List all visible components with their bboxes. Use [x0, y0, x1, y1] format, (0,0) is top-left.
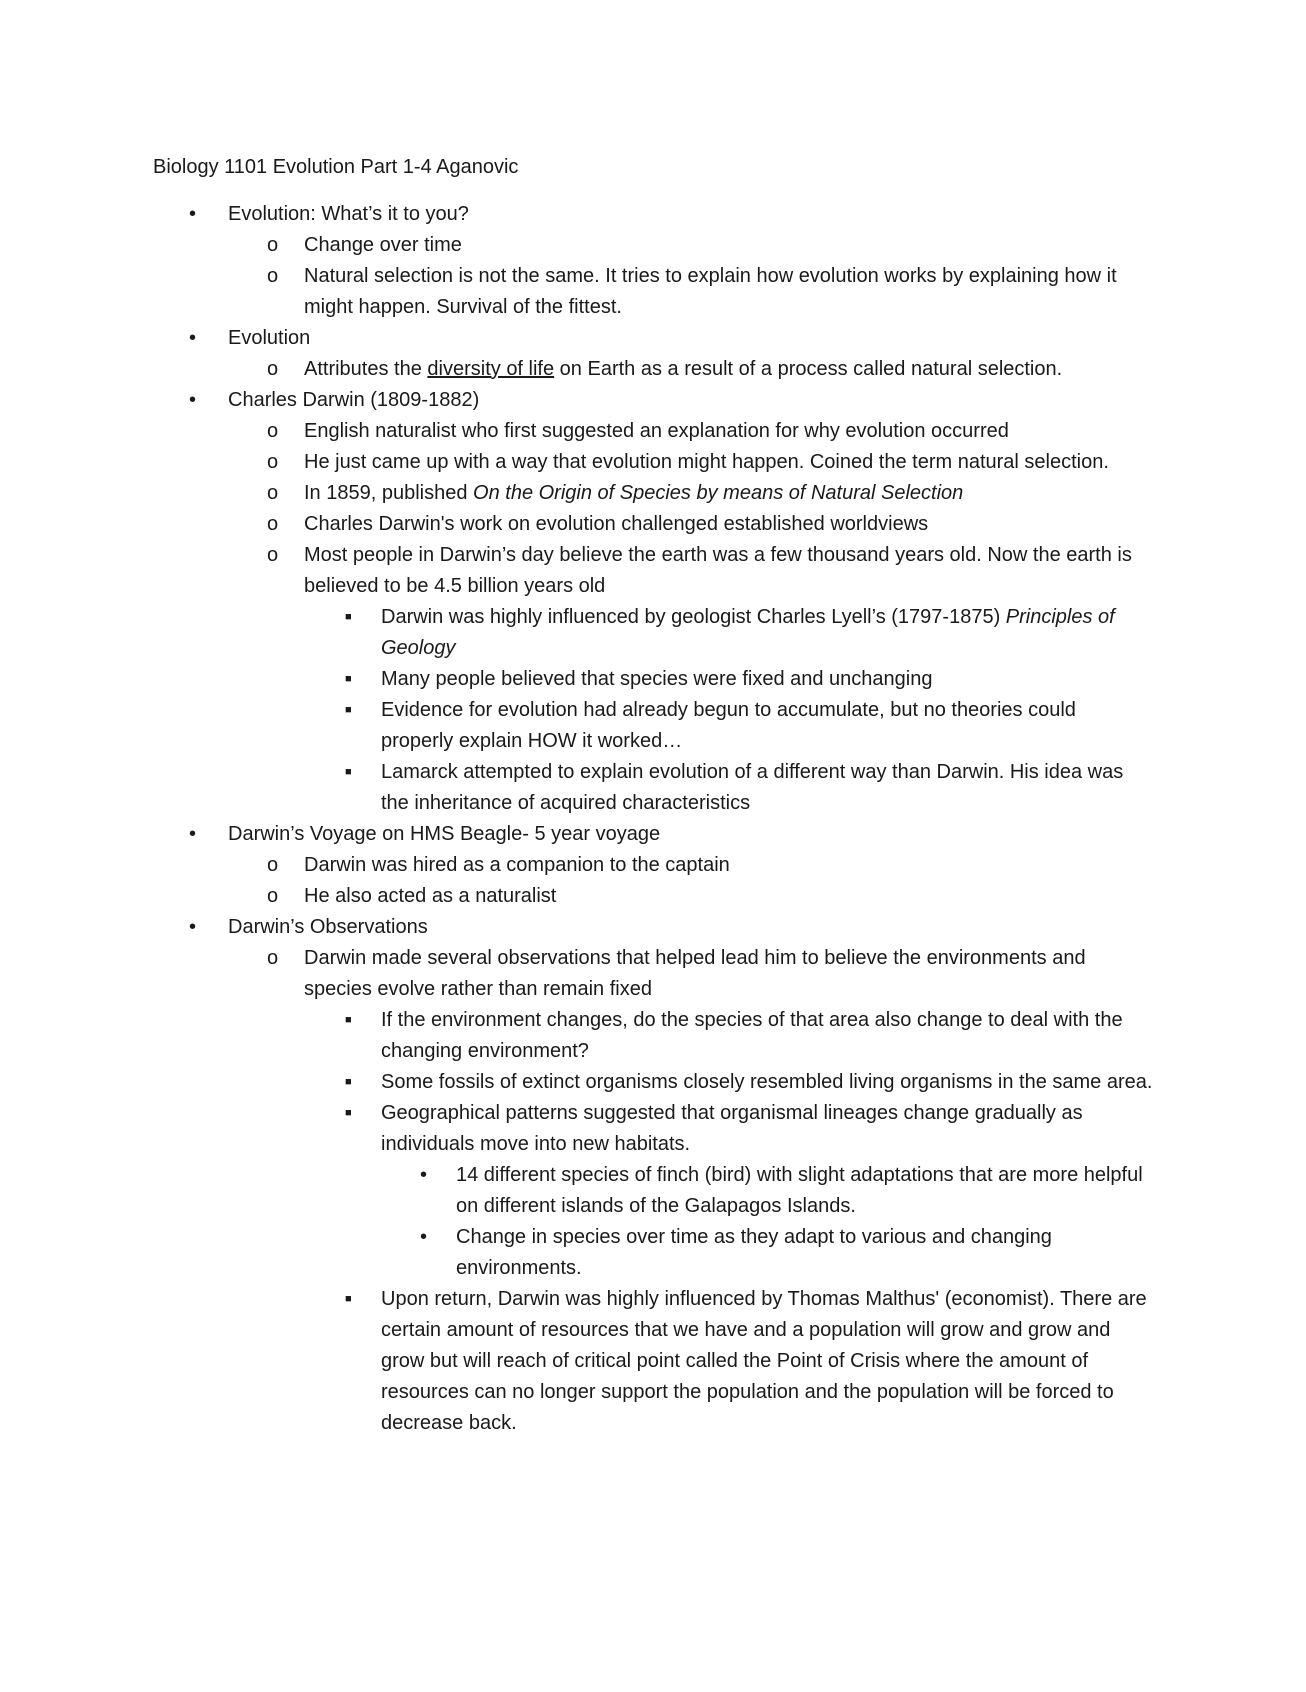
sub-item-several-observations: [153, 943, 1153, 1005]
document-title: Biology 1101 Evolution Part 1-4 Aganovic: [153, 156, 519, 178]
bullet-marker: •: [189, 327, 197, 349]
underlined-term: diversity of life: [427, 358, 555, 380]
square-marker: ■: [345, 766, 352, 778]
sub-item-text: English naturalist who first suggested an explanation for why evolution occurred: [304, 420, 1009, 442]
dot-marker: •: [420, 1164, 428, 1186]
detail-text-prefix: Darwin was highly influenced by geologist Charles Lyell’s (1797-1875): [381, 606, 1006, 628]
detail-text: Lamarck attempted to explain evolution of a different way than Darwin. His idea was the inheritance of acquired characteristics: [381, 761, 1124, 814]
detail-text: Many people believed that species were fixed and unchanging: [381, 668, 933, 690]
dot-marker: •: [420, 1226, 428, 1248]
sub-item-diversity-of-life: [153, 354, 1153, 385]
deep-item-text: Change in species over time as they adapt to various and changing environments.: [456, 1226, 1052, 1279]
circle-marker: o: [267, 513, 279, 535]
bullet-marker: •: [189, 203, 197, 225]
detail-item-species-fixed: [153, 664, 1153, 695]
bullet-evolution: [153, 323, 1153, 354]
circle-marker: o: [267, 420, 279, 442]
bullet-marker: •: [189, 916, 197, 938]
detail-text: Geographical patterns suggested that organismal lineages change gradually as individuals move into new habitats.: [381, 1102, 1083, 1155]
bullet-text: Darwin’s Voyage on HMS Beagle- 5 year voyage: [228, 823, 661, 845]
sub-item-earth-age: [153, 540, 1153, 602]
square-marker: ■: [345, 611, 352, 623]
bullet-evolution-what-its-to-you: [153, 199, 1153, 230]
sub-item-text-prefix: In 1859, published: [304, 482, 474, 504]
sub-item-text: Change over time: [304, 234, 462, 256]
circle-marker: o: [267, 885, 279, 907]
circle-marker: o: [267, 947, 279, 969]
circle-marker: o: [267, 234, 279, 256]
detail-text: If the environment changes, do the species of that area also change to deal with the changing environment?: [381, 1009, 1123, 1062]
sub-item-text-prefix: Attributes the: [304, 358, 428, 380]
bullet-text: Charles Darwin (1809-1882): [228, 389, 480, 411]
circle-marker: o: [267, 358, 279, 380]
square-marker: ■: [345, 1107, 352, 1119]
bullet-hms-beagle: [153, 819, 1153, 850]
circle-marker: o: [267, 451, 279, 473]
sub-item-text: Charles Darwin's work on evolution challenged established worldviews: [304, 513, 929, 535]
bullet-marker: •: [189, 823, 197, 845]
sub-item-text: Darwin made several observations that helped lead him to believe the environments and species evolve rather than remain fixed: [304, 947, 1086, 1000]
book-title: On the Origin of Species by means of Natural Selection: [473, 482, 964, 504]
bullet-text: Darwin’s Observations: [228, 916, 428, 938]
sub-item-text: He also acted as a naturalist: [304, 885, 557, 907]
square-marker: ■: [345, 1014, 352, 1026]
detail-text: Evidence for evolution had already begun to accumulate, but no theories could properly explain HOW it worked…: [381, 699, 1076, 752]
sub-item-text: Most people in Darwin’s day believe the earth was a few thousand years old. Now the earth is believed to be 4.5 billion years old: [304, 544, 1132, 597]
deep-item-text: 14 different species of finch (bird) with slight adaptations that are more helpful on different islands of the Galapagos Islands.: [456, 1164, 1143, 1217]
circle-marker: o: [267, 854, 279, 876]
detail-item-geographical-patterns: [153, 1098, 1153, 1160]
sub-item-companion: [153, 850, 1153, 881]
circle-marker: o: [267, 544, 279, 566]
square-marker: ■: [345, 1076, 352, 1088]
sub-item-naturalist: [153, 881, 1153, 912]
sub-item-text-suffix: on Earth as a result of a process called natural selection.: [554, 358, 1063, 380]
book-title: Principles of Geology: [381, 606, 1115, 659]
sub-item-challenged-worldviews: [153, 509, 1153, 540]
bullet-text: Evolution: What’s it to you?: [228, 203, 469, 225]
circle-marker: o: [267, 265, 279, 287]
square-marker: ■: [345, 704, 352, 716]
square-marker: ■: [345, 673, 352, 685]
deep-item-finches: [153, 1160, 1153, 1222]
sub-item-coined-term: [153, 447, 1153, 478]
sub-item-english-naturalist: [153, 416, 1153, 447]
sub-item-change-over-time: [153, 230, 1153, 261]
detail-item-lyell: [153, 602, 1153, 664]
sub-item-text: Natural selection is not the same. It tries to explain how evolution works by explaining how it might happen. Survival of the fittest.: [304, 265, 1117, 318]
detail-text: Some fossils of extinct organisms closely resembled living organisms in the same area.: [381, 1071, 1153, 1093]
detail-item-environment-changes: [153, 1005, 1153, 1067]
notes-body: [153, 199, 1153, 1439]
bullet-text: Evolution: [228, 327, 311, 349]
square-marker: ■: [345, 1293, 352, 1305]
bullet-darwins-observations: [153, 912, 1153, 943]
bullet-marker: •: [189, 389, 197, 411]
detail-text: Upon return, Darwin was highly influenced by Thomas Malthus' (economist). There are certain amount of resources that we have and a population will grow and grow and grow but will reach of critical point called the Point of Crisis where the amount of resources can no longer support the population and the population will be forced to decrease back.: [381, 1288, 1147, 1434]
detail-item-lamarck: [153, 757, 1153, 819]
detail-item-malthus: [153, 1284, 1153, 1439]
sub-item-text: Darwin was hired as a companion to the captain: [304, 854, 730, 876]
detail-item-fossils: [153, 1067, 1153, 1098]
sub-item-natural-selection: [153, 261, 1153, 323]
circle-marker: o: [267, 482, 279, 504]
bullet-charles-darwin: [153, 385, 1153, 416]
detail-item-evidence: [153, 695, 1153, 757]
deep-item-change-in-species: [153, 1222, 1153, 1284]
sub-item-origin-of-species: [153, 478, 1153, 509]
sub-item-text: He just came up with a way that evolution might happen. Coined the term natural selection.: [304, 451, 1109, 473]
